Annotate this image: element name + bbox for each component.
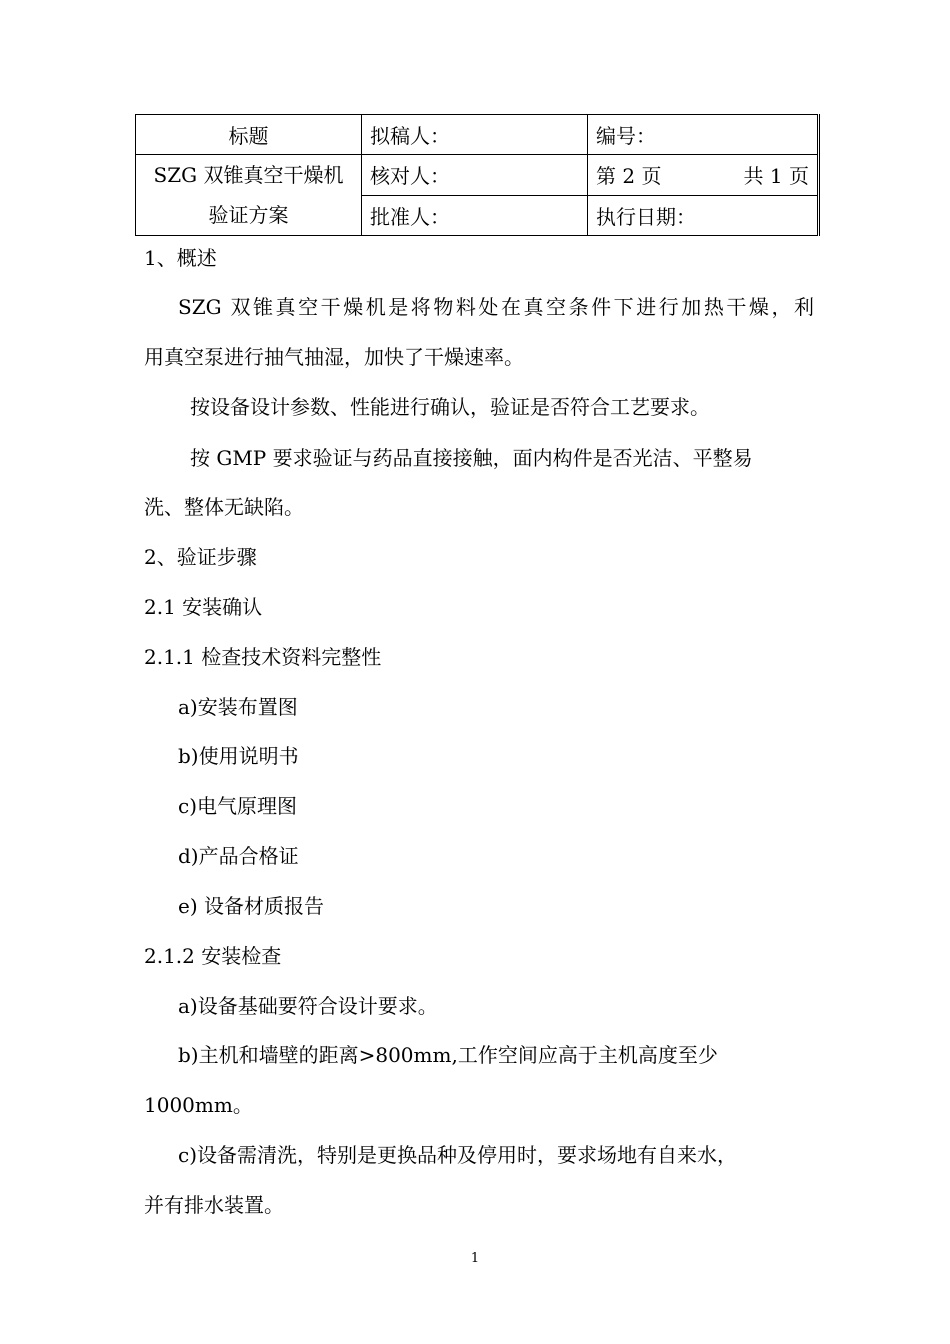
section-2-1-heading: 2.1 安装确认 — [144, 595, 263, 619]
list-item: b)使用说明书 — [178, 744, 299, 768]
install-check-c-line2: 并有排水装置。 — [144, 1193, 284, 1217]
install-check-c-line1: c)设备需清洗，特别是更换品种及停用时，要求场地有自来水， — [178, 1143, 738, 1167]
page-current: 第 2 页 — [596, 164, 662, 189]
page-total: 共 1 页 — [743, 164, 809, 189]
section-2-heading: 2、验证步骤 — [144, 545, 257, 569]
overview-paragraph-3-line1: 按 GMP 要求验证与药品直接接触，面内构件是否光洁、平整易 — [190, 446, 753, 470]
install-check-b-line1: b)主机和墙壁的距离>800mm,工作空间应高于主机高度至少 — [178, 1043, 718, 1067]
approver-cell: 批准人： — [362, 195, 588, 236]
document-title-cell — [136, 155, 362, 236]
section-2-1-1-heading: 2.1.1 检查技术资料完整性 — [144, 645, 382, 669]
exec-date-cell: 执行日期： — [588, 195, 819, 236]
list-item: a)安装布置图 — [178, 695, 298, 719]
checker-cell: 核对人： — [362, 155, 588, 196]
number-cell: 编号： — [588, 115, 819, 155]
list-item: e) 设备材质报告 — [178, 894, 324, 918]
title-label-cell: 标题 — [136, 115, 362, 155]
drafter-cell: 拟稿人： — [362, 115, 588, 155]
document-title-line2: 验证方案 — [208, 203, 289, 227]
overview-paragraph-3-line2: 洗、整体无缺陷。 — [144, 495, 304, 519]
section-2-1-2-heading: 2.1.2 安装检查 — [144, 944, 282, 968]
overview-paragraph-2: 按设备设计参数、性能进行确认，验证是否符合工艺要求。 — [190, 395, 710, 419]
list-item: c)电气原理图 — [178, 794, 298, 818]
header-table — [135, 114, 820, 236]
install-check-b-line2: 1000mm。 — [144, 1093, 253, 1117]
install-check-a: a)设备基础要符合设计要求。 — [178, 994, 438, 1018]
page-number: 1 — [470, 1251, 480, 1266]
document-title-line1: SZG 双锥真空干燥机 — [153, 163, 344, 187]
overview-paragraph-line1: SZG 双锥真空干燥机是将物料处在真空条件下进行加热干燥，利 — [178, 295, 814, 319]
page-info-cell — [588, 155, 819, 196]
list-item: d)产品合格证 — [178, 844, 299, 868]
overview-paragraph-line2: 用真空泵进行抽气抽湿，加快了干燥速率。 — [144, 345, 524, 369]
section-1-heading: 1、概述 — [144, 246, 217, 270]
